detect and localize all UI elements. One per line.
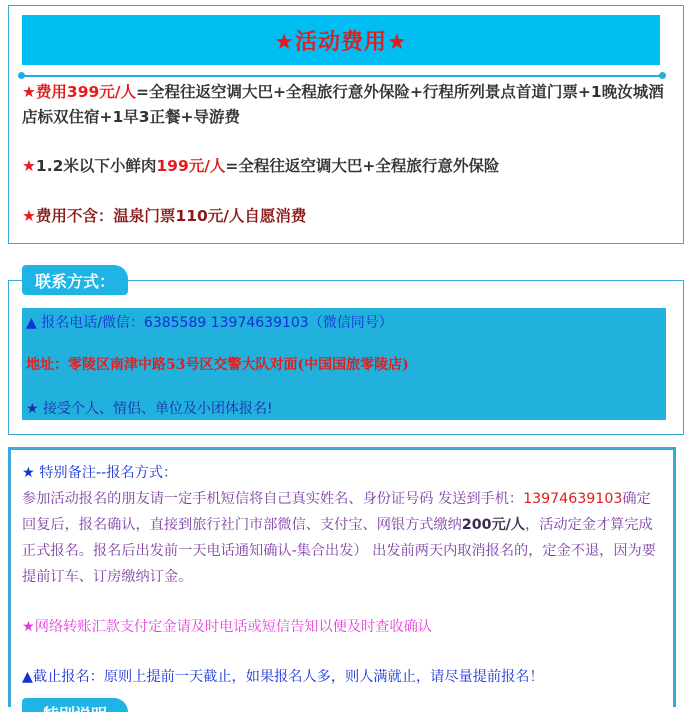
contact-accept: ★ 接受个人、情侣、单位及小团体报名! bbox=[26, 401, 273, 417]
contact-panel bbox=[22, 308, 666, 420]
fee-price: 199元/人 bbox=[156, 157, 226, 175]
contact-phone: ▲ 报名电话/微信：6385589 13974639103（微信同号） bbox=[26, 315, 393, 331]
contact-tab-label: 联系方式： bbox=[34, 271, 115, 291]
contact-address: 地址：零陵区南津中路53号区交警大队对面(中国国旅零陵店) bbox=[26, 357, 409, 373]
fees-divider bbox=[21, 75, 663, 77]
fee-exclusion-text: 费用不含：温泉门票110元/人自愿消费 bbox=[35, 207, 307, 225]
next-section-tab bbox=[22, 698, 128, 724]
notes-deadline: ▲截止报名：原则上提前一天截止，如果报名人多，则人满就止，请尽量提前报名！ bbox=[22, 669, 544, 685]
fee-item-adult bbox=[22, 80, 678, 130]
star-icon: ★ bbox=[22, 207, 36, 225]
notes-paragraph bbox=[22, 486, 662, 590]
notes-text-c: ，活动定金才算完成正式报名。报名后出发前一天电话通知确认-集合出发） 出发前两天内取消报名的，定金不退，因为要提前订车、订房缴纳订金。 bbox=[22, 517, 656, 585]
notes-text-a: 参加活动报名的朋友请一定手机短信将自己真实姓名、身份证号码 发送到手机： bbox=[22, 491, 524, 507]
star-icon: ★ bbox=[22, 157, 36, 175]
next-section-tab-label: 特别说明 bbox=[42, 705, 107, 724]
fee-item-exclusions bbox=[22, 204, 678, 229]
fee-label: 1.2米以下小鲜肉 bbox=[35, 157, 157, 175]
fee-item-child bbox=[22, 154, 678, 179]
notes-transfer: ★网络转账汇款支付定金请及时电话或短信告知以便及时查收确认 bbox=[22, 619, 432, 635]
notes-deposit: 200元/人 bbox=[461, 517, 526, 533]
notes-heading: ★ 特别备注--报名方式： bbox=[22, 465, 178, 481]
fee-label: 费用 bbox=[35, 83, 67, 101]
notes-phone: 13974639103 bbox=[523, 491, 623, 507]
fees-title: ★活动费用★ bbox=[274, 29, 408, 55]
fee-details: =全程往返空调大巴+全程旅行意外保险 bbox=[225, 157, 500, 175]
notes-text-b: 确定回复后，报名确认，直接到旅行社门市部微信、支付宝、网银方式缴纳 bbox=[22, 491, 651, 533]
star-icon: ★ bbox=[22, 83, 36, 101]
contact-tab bbox=[22, 265, 128, 295]
fee-price: 399元/人 bbox=[66, 83, 136, 101]
fee-details: =全程往返空调大巴+全程旅行意外保险+行程所列景点首道门票+1晚汝城酒店标双住宿+1早3正餐+导游费 bbox=[22, 83, 664, 126]
fees-header bbox=[22, 15, 660, 65]
